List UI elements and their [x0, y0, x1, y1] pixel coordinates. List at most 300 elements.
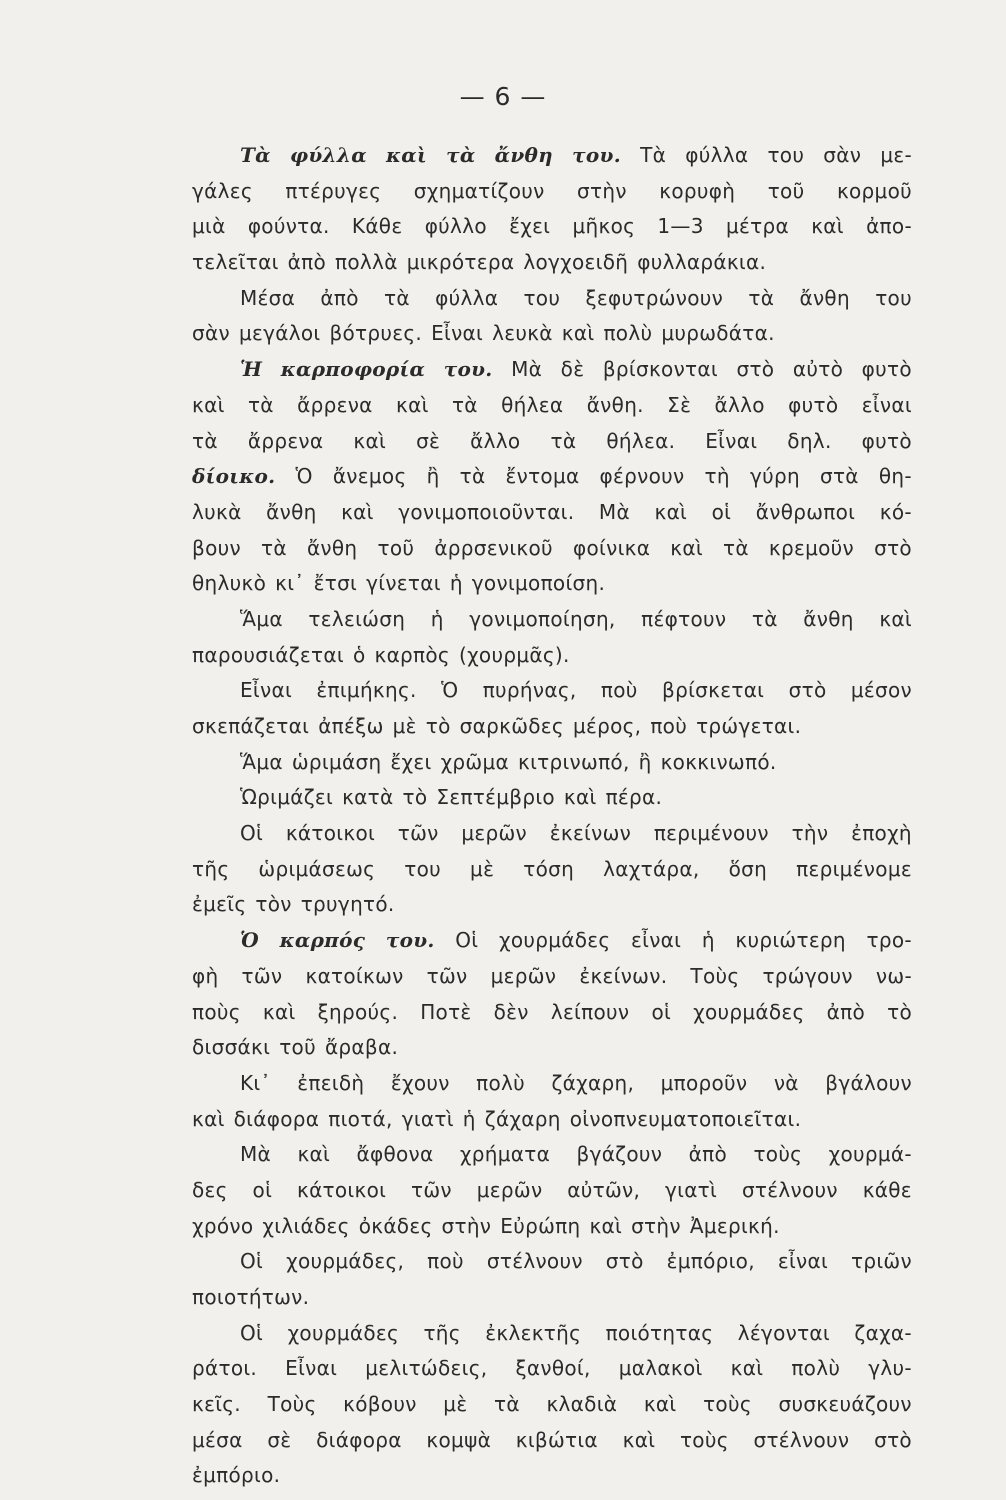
word: Τοὺς	[267, 1392, 317, 1417]
word: ἀπο-	[866, 214, 912, 239]
word: τῆς	[423, 1320, 461, 1345]
word: εἶναι	[777, 1249, 829, 1274]
word: ἡ	[449, 571, 463, 596]
word: Οἱ	[240, 821, 264, 846]
heading-word: Ὁ	[240, 928, 259, 953]
word: ἄρρενα	[297, 392, 373, 417]
word: τὰ	[247, 392, 274, 417]
heading-word: τὰ	[446, 143, 476, 167]
word: κυριώτερη	[735, 928, 846, 953]
word: καὶ	[589, 1213, 623, 1238]
word: σαρκῶδες	[459, 714, 564, 738]
word: του	[767, 143, 805, 167]
word: τοῦ	[767, 178, 805, 203]
word: τὰ	[384, 285, 410, 310]
word: διάφορα	[233, 1106, 320, 1131]
word: εἶναι	[631, 928, 682, 953]
word: ὡριμάσεως	[258, 856, 376, 881]
word: Τοὺς	[690, 963, 740, 988]
word: πέρα.	[605, 785, 663, 810]
text-line	[192, 852, 912, 888]
word: Ὡριμάζει	[240, 785, 334, 810]
word: ἔντομα	[505, 464, 580, 489]
text-line	[192, 495, 912, 531]
word: ποὺ	[427, 1249, 464, 1274]
word: χρῶμα	[440, 749, 509, 774]
word: φοίνικα	[573, 535, 651, 560]
text-line	[192, 638, 912, 674]
word: ἄνθη	[266, 499, 317, 524]
word: καὶ	[811, 214, 844, 239]
word: τοὺς	[703, 1392, 752, 1417]
word: κό-	[879, 499, 912, 524]
word: οἱ	[651, 999, 672, 1024]
word: Εἶναι	[285, 1356, 338, 1381]
word: πτέρυγες	[285, 178, 382, 203]
word: κάθε	[862, 1177, 912, 1202]
word: πέφτουν	[641, 606, 727, 631]
word: καὶ	[622, 1427, 656, 1452]
word: τῶν	[411, 1177, 452, 1202]
word: χουρμά-	[828, 1142, 912, 1167]
word: ἄνεμος	[332, 464, 407, 489]
text-line	[192, 245, 912, 281]
word: θήλεα	[501, 392, 564, 417]
word: ἄνθη	[306, 535, 358, 560]
word: ἐμεῖς	[192, 892, 247, 917]
word: κλαδιὰ	[546, 1392, 618, 1417]
word: καὶ	[297, 1142, 331, 1167]
text-line	[192, 531, 912, 567]
word: καρπὸς	[374, 642, 450, 667]
word: τελεῖται	[192, 250, 279, 275]
text-line	[192, 1280, 912, 1316]
word: στέλνουν	[486, 1249, 583, 1274]
text-line	[192, 887, 912, 923]
word: σὰν	[823, 143, 862, 167]
text-line	[192, 995, 912, 1031]
word: Μέσα	[240, 285, 296, 310]
page-number: — 6 —	[459, 82, 547, 111]
word: θήλεα.	[606, 428, 676, 453]
text-line	[192, 1030, 912, 1066]
text-line	[192, 566, 912, 602]
word: ξανθοί,	[515, 1356, 591, 1381]
word: τὰ	[550, 428, 577, 453]
word: ἐκλεκτῆς	[485, 1320, 582, 1345]
word: ἀπὸ	[826, 999, 866, 1024]
word: του	[404, 856, 441, 881]
word: μποροῦν	[660, 1070, 748, 1095]
word: ζάχαρη,	[551, 1070, 635, 1095]
heading-word: του.	[385, 928, 435, 953]
word: γύρη	[749, 464, 800, 489]
word: Ἅμα	[240, 606, 283, 631]
word: καὶ	[670, 535, 703, 560]
word: γίνεται	[366, 571, 441, 596]
word: ἐκείνων.	[579, 963, 668, 988]
word: παρουσιάζεται	[192, 642, 344, 667]
word: μεγάλοι	[238, 321, 321, 346]
word: τῆς	[192, 856, 230, 881]
word: σὰν	[192, 321, 230, 346]
word: ποιότητας	[605, 1320, 714, 1345]
word: καὶ	[192, 1106, 225, 1131]
word: τῶν	[241, 963, 283, 988]
word: καὶ	[730, 1356, 764, 1381]
word: δὲ	[560, 357, 585, 382]
word: τοὺς	[753, 1142, 803, 1167]
word: με-	[880, 143, 912, 167]
word: Ὁ	[295, 464, 313, 489]
word: ἀρρσενικοῦ	[434, 535, 553, 560]
word: τὰ	[192, 428, 218, 453]
word: δισσάκι	[192, 1035, 271, 1060]
word: μέρος,	[572, 714, 642, 738]
word: ὅση	[728, 856, 768, 881]
word: κομψὰ	[426, 1427, 492, 1452]
word: Εὐρώπη	[500, 1213, 581, 1238]
text-line	[192, 1351, 912, 1387]
heading-word: καρπός	[279, 928, 366, 953]
word: ἄρρενα	[247, 428, 324, 453]
word: μὲ	[443, 1392, 468, 1417]
word: καὶ	[341, 499, 374, 524]
word: τὸ	[887, 999, 912, 1024]
word: τρυγητό.	[300, 892, 395, 917]
word: στὸ	[736, 357, 775, 382]
text-line	[192, 1137, 912, 1173]
word: νω-	[875, 963, 912, 988]
word: σκεπάζεται	[192, 714, 310, 738]
word: τρώγουν	[762, 963, 853, 988]
word: γονιμοποίση.	[471, 571, 606, 596]
word: πιοτά,	[328, 1106, 393, 1131]
heading-word: καὶ	[386, 143, 427, 167]
word: Οἱ	[240, 1320, 264, 1345]
text-line	[192, 1066, 912, 1102]
word: τὸ	[402, 785, 428, 810]
word: ἄφθονα	[356, 1142, 434, 1167]
word: ὀκάδες	[358, 1213, 433, 1238]
word: στὸ	[874, 535, 912, 560]
word: τὴ	[704, 464, 730, 489]
heading-word: του.	[572, 143, 621, 167]
word: Οἱ	[455, 928, 479, 953]
word: λέγονται	[737, 1320, 830, 1345]
word: τόση	[523, 856, 575, 881]
word: καὶ	[262, 999, 296, 1024]
word: ξηρούς.	[317, 999, 399, 1024]
word: βότρυες.	[329, 321, 423, 346]
word: κρεμοῦν	[768, 535, 855, 560]
word: μελιτώδεις,	[365, 1356, 488, 1381]
word: Ὁ	[441, 678, 459, 703]
word: στὰ	[819, 464, 859, 489]
word: θη-	[878, 464, 912, 489]
word: ἀπὸ	[287, 250, 327, 275]
text-line	[192, 1423, 912, 1459]
word: Τὰ	[640, 143, 667, 167]
word: τοὺς	[679, 1427, 729, 1452]
text-line	[192, 424, 912, 460]
word: πολὺ	[603, 321, 653, 346]
text-line	[192, 281, 912, 317]
word: τὰ	[748, 285, 775, 310]
word: ἄνθη	[803, 606, 854, 631]
word: ἔχει	[390, 749, 432, 774]
text-line	[192, 1458, 912, 1494]
word: ράτοι.	[192, 1356, 258, 1381]
word: κάτοικοι	[296, 1177, 387, 1202]
word: του	[523, 285, 561, 310]
text-line	[192, 923, 912, 959]
word: στὸ	[788, 678, 827, 703]
word: χουρμάδες	[498, 928, 611, 953]
word: τὰ	[459, 464, 486, 489]
word: πολὺ	[791, 1356, 841, 1381]
word: λογχοειδῆ	[523, 250, 629, 275]
word: καὶ	[353, 428, 387, 453]
word: διάφορα	[316, 1427, 402, 1452]
word: οἰνοπνευματοποιεῖται.	[569, 1106, 802, 1131]
word: Κάθε	[351, 214, 403, 239]
word: μυρωδάτα.	[661, 321, 775, 346]
word: φύλλα	[685, 143, 749, 167]
word: ἄλλο	[714, 392, 765, 417]
word: Κι᾽	[240, 1070, 271, 1095]
word: χουρμάδες	[287, 1320, 400, 1345]
word: καὶ	[192, 392, 225, 417]
word: δὲν	[493, 999, 529, 1024]
word: στὴν	[441, 1213, 492, 1238]
word: τὴν	[791, 821, 829, 846]
text-line	[192, 709, 912, 745]
word: ὁ	[352, 642, 366, 667]
word: χιλιάδες	[262, 1213, 350, 1238]
word: Ἅμα	[240, 749, 283, 774]
word: κιβώτια	[515, 1427, 598, 1452]
text-line	[192, 959, 912, 995]
word: ζαχα-	[854, 1320, 912, 1345]
word: στὴν	[631, 1213, 681, 1238]
word: Εἶναι	[431, 321, 484, 346]
word: πολὺ	[476, 1070, 526, 1095]
text-line	[192, 602, 912, 638]
word: χουρμάδες,	[286, 1249, 405, 1274]
word: ἢ	[426, 464, 440, 489]
word: λευκὰ	[492, 321, 553, 346]
word: ἀπέξω	[318, 714, 384, 738]
word: τῶν	[426, 963, 468, 988]
word: δες	[192, 1177, 228, 1202]
word: τελειώση	[308, 606, 406, 631]
word: οἱ	[711, 499, 732, 524]
text-line	[192, 1244, 912, 1280]
word: καὶ	[643, 1392, 677, 1417]
word: γιατὶ	[401, 1106, 454, 1131]
word: κατὰ	[342, 785, 394, 810]
word: στέλνουν	[753, 1427, 850, 1452]
word: ποὺ	[650, 714, 688, 738]
word: 1—3	[657, 214, 704, 239]
word: ἀπὸ	[688, 1142, 728, 1167]
word: σχηματίζουν	[413, 178, 545, 203]
word: μέσον	[850, 678, 912, 703]
word: κορυφὴ	[659, 178, 736, 203]
text-line	[192, 673, 912, 709]
text-line	[192, 388, 912, 424]
word: ζάχαρη	[484, 1106, 561, 1131]
word: ἐπιμήκης.	[316, 678, 417, 703]
word: ἄραβα.	[324, 1035, 399, 1060]
heading-word: φύλλα	[289, 143, 367, 167]
word: φύλλο	[424, 214, 487, 239]
word: Σὲ	[667, 392, 692, 417]
word: πολλὰ	[335, 250, 398, 275]
word: Ποτὲ	[420, 999, 472, 1024]
word: χουρμάδες	[693, 999, 805, 1024]
word: φύλλα	[435, 285, 499, 310]
text-line	[192, 174, 912, 210]
word: αὐτὸ	[792, 357, 844, 382]
word: λείπουν	[550, 999, 630, 1024]
word: φούντα.	[247, 214, 330, 239]
word: μέσα	[192, 1427, 243, 1452]
word: μῆκος	[572, 214, 636, 239]
word: στὸ	[874, 1427, 912, 1452]
word: μὲ	[392, 714, 417, 738]
word: τῶν	[397, 821, 439, 846]
word: κάτοικοι	[285, 821, 376, 846]
text-line	[192, 1102, 912, 1138]
word: μερῶν	[490, 963, 557, 988]
word: ἔτσι	[313, 571, 358, 596]
text-line	[192, 1387, 912, 1423]
word: κι᾽	[275, 571, 305, 596]
word: πυρήνας,	[482, 678, 577, 703]
word: λυκὰ	[192, 499, 242, 524]
word: κοκκινωπό.	[660, 749, 777, 774]
word: κατοίκων	[305, 963, 404, 988]
word: φυτὸ	[861, 357, 912, 382]
word: του	[875, 285, 912, 310]
word: καὶ	[561, 321, 595, 346]
word: ἄνθη.	[586, 392, 644, 417]
word: βρίσκεται	[662, 678, 765, 703]
heading-word: Ἡ	[240, 357, 263, 382]
word: καὶ	[563, 785, 597, 810]
heading-word: ἄνθη	[494, 143, 554, 167]
word: τρώγεται.	[696, 714, 802, 738]
word: στὴν	[577, 178, 627, 203]
text-line	[192, 316, 912, 352]
text-line	[192, 1316, 912, 1352]
word: ἐκείνων	[549, 821, 632, 846]
word: εἶναι	[861, 392, 912, 417]
word: γονιμοποίηση,	[469, 606, 616, 631]
word: οἱ	[252, 1177, 273, 1202]
word: τριῶν	[851, 1249, 912, 1274]
word: τοῦ	[377, 535, 415, 560]
word: χρήματα	[459, 1142, 551, 1167]
word: Εἶναι	[705, 428, 758, 453]
word: φυτὸ	[788, 392, 839, 417]
word: σὲ	[267, 1427, 292, 1452]
word: ὡριμάση	[291, 749, 382, 774]
word: μιὰ	[192, 214, 226, 239]
word: φὴ	[192, 963, 219, 988]
word: καὶ	[879, 606, 912, 631]
word: ἡ	[701, 928, 715, 953]
word: τὰ	[451, 392, 478, 417]
word: ἄλλο	[470, 428, 521, 453]
word: λαχτάρα,	[603, 856, 700, 881]
word: τοῦ	[279, 1035, 316, 1060]
word: βγάλουν	[825, 1070, 912, 1095]
word: τὰ	[261, 535, 287, 560]
word: γιατὶ	[664, 1177, 718, 1202]
word: κιτρινωπό,	[517, 749, 630, 774]
word: ἄνθη	[799, 285, 850, 310]
word: περιμένουν	[653, 821, 769, 846]
word: μαλακοὶ	[618, 1356, 703, 1381]
word: Μὰ	[598, 499, 630, 524]
text-line	[192, 138, 912, 174]
heading-word: δίοικο.	[192, 464, 276, 489]
word: μέτρα	[726, 214, 789, 239]
word: ποὺ	[600, 678, 638, 703]
word: στέλνουν	[741, 1177, 838, 1202]
word: Ἀμερική.	[689, 1213, 780, 1238]
word: κόβουν	[343, 1392, 417, 1417]
word: ἔχουν	[390, 1070, 450, 1095]
word: κορμοῦ	[836, 178, 912, 203]
word: ἢ	[638, 749, 652, 774]
word: χρόνο	[192, 1213, 254, 1238]
word: ξεφυτρώνουν	[585, 285, 724, 310]
word: τὰ	[723, 535, 749, 560]
word: Μὰ	[240, 1142, 272, 1167]
word: ἡ	[430, 606, 444, 631]
text-line	[192, 209, 912, 245]
text-line	[192, 816, 912, 852]
word: ἐποχὴ	[851, 821, 912, 846]
word: ἄνθρωποι	[755, 499, 856, 524]
word: μερῶν	[476, 1177, 543, 1202]
word: τὰ	[494, 1392, 520, 1417]
word: τὸν	[255, 892, 292, 917]
word: νὰ	[773, 1070, 799, 1095]
word: Μὰ	[511, 357, 543, 382]
word: ποιοτήτων.	[192, 1285, 310, 1309]
word: καὶ	[654, 499, 688, 524]
word: Σεπτέμβριο	[436, 785, 555, 810]
word: βουν	[192, 535, 241, 560]
word: στὸ	[605, 1249, 644, 1274]
word: βγάζουν	[576, 1142, 663, 1167]
word: μικρότερα	[406, 250, 515, 275]
word: γονιμοποιοῦνται.	[398, 499, 575, 524]
body-text	[192, 138, 912, 1494]
word: δηλ.	[787, 428, 832, 453]
word: τὰ	[751, 606, 778, 631]
heading-word: του.	[443, 357, 493, 382]
word: βρίσκονται	[602, 357, 718, 382]
word: ἐμπόριο,	[666, 1249, 755, 1274]
text-line	[192, 745, 912, 781]
heading-word: καρποφορία	[280, 357, 426, 382]
